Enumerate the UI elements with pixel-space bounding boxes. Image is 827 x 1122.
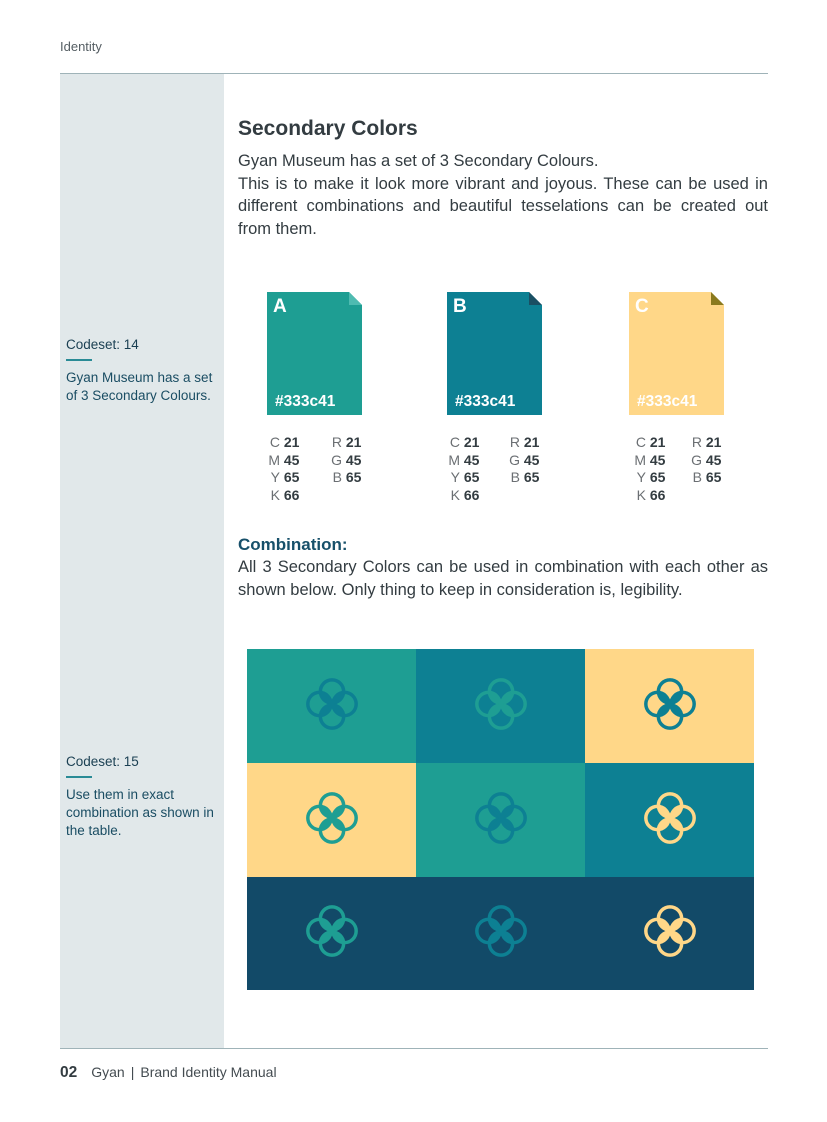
- rgb-g: 45: [345, 451, 362, 468]
- swatch-hex: #333c41: [275, 393, 336, 410]
- combination-cell: [585, 877, 754, 990]
- cmyk-k: 66: [649, 486, 666, 503]
- cmyk-k: 66: [283, 486, 300, 503]
- cmyk-column: C 21 M 45 Y 65 K 66: [634, 434, 666, 503]
- intro-text: [238, 150, 768, 240]
- rgb-column: R 21 G 45 B 65: [331, 434, 362, 485]
- cmyk-c: 21: [649, 434, 666, 450]
- combination-cell: [416, 763, 585, 877]
- combination-cell: [416, 649, 585, 763]
- combination-cell: [247, 877, 416, 990]
- rgb-b: 65: [523, 469, 540, 485]
- footer-brand: Gyan: [91, 1064, 125, 1080]
- swatch-fold-corner: [349, 292, 362, 305]
- cmyk-column: C 21 M 45 Y 65 K 66: [268, 434, 300, 503]
- combination-grid: [247, 649, 754, 990]
- swatch-fold-corner: [711, 292, 724, 305]
- rgb-r: 21: [705, 434, 722, 450]
- cmyk-y: 65: [283, 469, 300, 485]
- flower-logo-icon: [303, 789, 361, 852]
- swatch-letter: C: [635, 296, 649, 317]
- swatch-c: [629, 292, 724, 415]
- codeset-title: Codeset: 15: [66, 754, 139, 769]
- swatch-hex: #333c41: [637, 393, 698, 410]
- cmyk-m: 45: [463, 451, 480, 468]
- page-title: Secondary Colors: [238, 117, 418, 140]
- rgb-column: R 21 G 45 B 65: [691, 434, 722, 485]
- cmyk-y: 65: [649, 469, 666, 485]
- flower-logo-icon: [641, 675, 699, 738]
- combination-cell: [585, 649, 754, 763]
- combination-heading: Combination:: [238, 535, 348, 554]
- page-number: 02: [60, 1064, 78, 1081]
- flower-logo-icon: [303, 902, 361, 965]
- codeset-divider: [66, 359, 92, 361]
- rgb-b: 65: [705, 469, 722, 485]
- rgb-r: 21: [345, 434, 362, 450]
- flower-logo-icon: [641, 789, 699, 852]
- combination-cell: [585, 763, 754, 877]
- combination-cell: [247, 649, 416, 763]
- footer-separator: |: [130, 1064, 135, 1080]
- cmyk-m: 45: [283, 451, 300, 468]
- codeset-15: [66, 754, 222, 840]
- flower-logo-icon: [472, 675, 530, 738]
- cmyk-column: C 21 M 45 Y 65 K 66: [448, 434, 480, 503]
- rgb-column: R 21 G 45 B 65: [509, 434, 540, 485]
- rgb-b: 65: [345, 469, 362, 485]
- intro-line-1: Gyan Museum has a set of 3 Secondary Colours.: [238, 152, 599, 170]
- flower-logo-icon: [641, 902, 699, 965]
- footer: [60, 1064, 277, 1082]
- swatch-b: [447, 292, 542, 415]
- swatch-a: [267, 292, 362, 415]
- codeset-14: [66, 337, 222, 405]
- combination-cell: [416, 877, 585, 990]
- cmyk-c: 21: [283, 434, 300, 450]
- swatch-letter: B: [453, 296, 467, 317]
- footer-manual: Brand Identity Manual: [140, 1064, 277, 1080]
- sidebar: [60, 74, 224, 1048]
- intro-line-2: This is to make it look more vibrant and joyous. These can be used in different combinations and beautiful tesselations can be created out from them.: [238, 174, 768, 238]
- codeset-divider: [66, 776, 92, 778]
- cmyk-c: 21: [463, 434, 480, 450]
- cmyk-y: 65: [463, 469, 480, 485]
- codeset-title: Codeset: 14: [66, 337, 139, 352]
- codeset-description: Use them in exact combination as shown in the table.: [66, 787, 214, 838]
- rgb-g: 45: [523, 451, 540, 468]
- flower-logo-icon: [303, 675, 361, 738]
- swatch-fold-corner: [529, 292, 542, 305]
- combination-cell: [247, 763, 416, 877]
- swatch-letter: A: [273, 296, 287, 317]
- flower-logo-icon: [472, 789, 530, 852]
- rgb-r: 21: [523, 434, 540, 450]
- codeset-description: Gyan Museum has a set of 3 Secondary Colours.: [66, 370, 213, 403]
- cmyk-k: 66: [463, 486, 480, 503]
- swatch-hex: #333c41: [455, 393, 516, 410]
- flower-logo-icon: [472, 902, 530, 965]
- combination-text: All 3 Secondary Colors can be used in combination with each other as shown below. Only thing to keep in consideration is, legibility.: [238, 558, 768, 599]
- cmyk-m: 45: [649, 451, 666, 468]
- section-label: Identity: [60, 39, 102, 54]
- bottom-rule: [60, 1048, 768, 1049]
- rgb-g: 45: [705, 451, 722, 468]
